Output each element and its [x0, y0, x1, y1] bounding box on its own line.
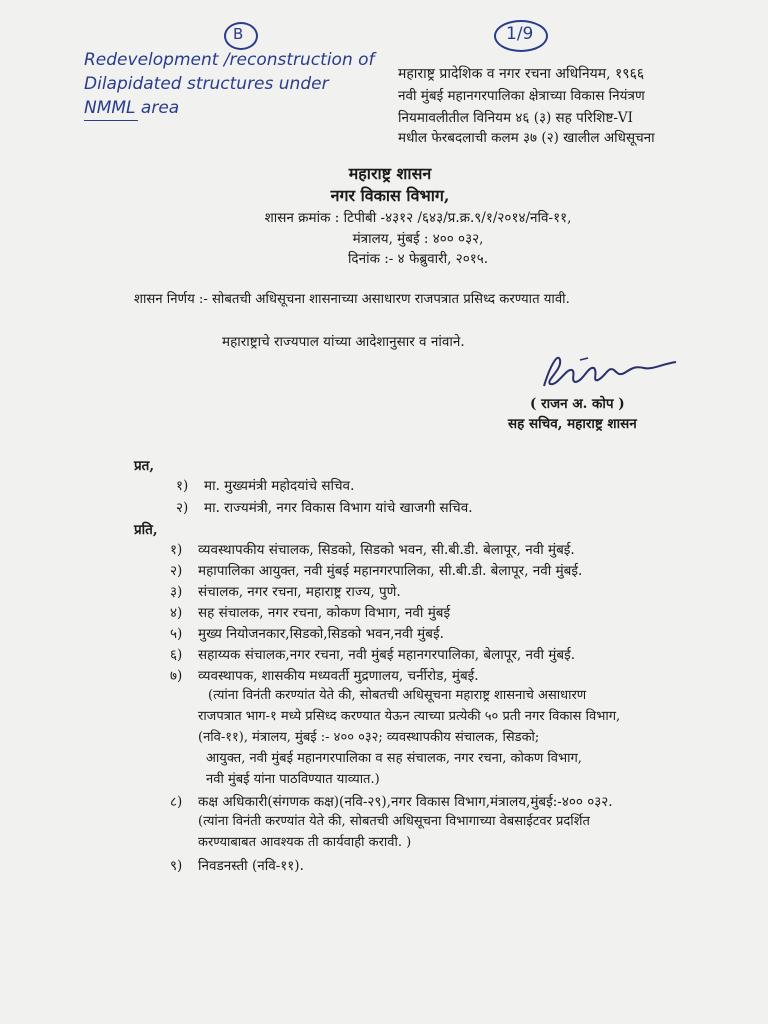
item7-note-line: (नवि-११), मंत्रालय, मुंबई :- ४०० ०३२; व्यवस्थापकीय संचालक, सिडको; [198, 730, 540, 745]
handwritten-b: B [233, 25, 244, 43]
department-title: नगर विकास विभाग, [330, 186, 450, 205]
item7-note-line: (त्यांना विनंती करण्यांत येते की, सोबतची अधिसूचना महाराष्ट्र शासनाचे असाधारण [208, 688, 587, 703]
date: दिनांक :- ४ फेब्रुवारी, २०१५. [347, 251, 489, 267]
header-ref-line-1: महाराष्ट्र प्रादेशिक व नगर रचना अधिनियम, १९६६ [398, 66, 645, 82]
recipient-item: २) महापालिका आयुक्त, नवी मुंबई महानगरपालिका, सी.बी.डी. बेलापूर, नवी मुंबई. [170, 563, 583, 579]
item8-note-line: करण्याबाबत आवश्यक ती कार्यवाही करावी. ) [198, 835, 412, 850]
item7-note-line: आयुक्त, नवी मुंबई महानगरपालिका व सह संचालक, नगर रचना, कोकण विभाग, [206, 751, 582, 766]
item8-note-line: (त्यांना विनंती करण्यांत येते की, सोबतची अधिसूचना विभागाच्या वेबसाईटवर प्रदर्शित [198, 814, 590, 829]
recipient-item: ८) कक्ष अधिकारी(संगणक कक्ष)(नवि-२९),नगर विकास विभाग,मंत्रालय,मुंबई:-४०० ०३२. [170, 794, 613, 810]
signatory-designation: सह सचिव, महाराष्ट्र शासन [508, 416, 637, 432]
recipient-item: ४) सह संचालक, नगर रचना, कोकण विभाग, नवी मुंबई [170, 605, 451, 621]
government-title: महाराष्ट्र शासन [348, 164, 432, 183]
handwritten-note-line-3: NMML area [84, 98, 180, 118]
header-ref-line-3: नियमावलीतील विनियम ४६ (३) सह परिशिष्ट-VI [398, 110, 634, 126]
recipient-item: ३) संचालक, नगर रचना, महाराष्ट्र राज्य, पुणे. [170, 584, 401, 600]
handwritten-note-line-1: Redevelopment /reconstruction of [84, 50, 375, 70]
recipient-item: ६) सहाय्यक संचालक,नगर रचना, नवी मुंबई महानगरपालिका, बेलापूर, नवी मुंबई. [170, 647, 576, 663]
copy-to-label: प्रत, [134, 458, 155, 474]
handwritten-underline [84, 120, 138, 121]
handwritten-note-line-2: Dilapidated structures under [84, 74, 329, 94]
header-ref-line-4: मधील फेरबदलाची कलम ३७ (२) खालील अधिसूचना [398, 130, 655, 146]
header-ref-line-2: नवी मुंबई महानगरपालिका क्षेत्राच्या विकास नियंत्रण [398, 88, 645, 104]
recipient-item: १) व्यवस्थापकीय संचालक, सिडको, सिडको भवन, सी.बी.डी. बेलापूर, नवी मुंबई. [170, 542, 575, 558]
copy-forwarded-label: प्रति, [134, 522, 158, 538]
recipient-item: ७) व्यवस्थापक, शासकीय मध्यवर्ती मुद्रणालय, चर्नीरोड, मुंबई. [170, 668, 479, 684]
place: मंत्रालय, मुंबई : ४०० ०३२, [352, 231, 484, 247]
reference-number: शासन क्रमांक : टिपीबी -४३१२ /६४३/प्र.क्र.९/१/२०१४/नवि-११, [264, 210, 572, 226]
signature-image [536, 346, 686, 396]
item7-note-line: राजपत्रात भाग-१ मध्ये प्रसिध्द करण्यात येऊन त्याच्या प्रत्येकी ५० प्रती नगर विकास विभाग, [198, 709, 621, 724]
recipient-item: ५) मुख्य नियोजनकार,सिडको,सिडको भवन,नवी मुंबई. [170, 626, 444, 642]
page-number: 1/9 [506, 24, 534, 44]
recipient-item: ९) निवडनस्ती (नवि-११). [170, 858, 304, 874]
copy-to-item: १) मा. मुख्यमंत्री महोदयांचे सचिव. [176, 478, 355, 494]
signatory-name: ( राजन अ. कोप ) [530, 396, 625, 412]
governor-order: महाराष्ट्राचे राज्यपाल यांच्या आदेशानुसार व नांवाने. [222, 334, 465, 350]
item7-note-line: नवी मुंबई यांना पाठविण्यात याव्यात.) [206, 772, 380, 787]
copy-to-item: २) मा. राज्यमंत्री, नगर विकास विभाग यांचे खाजगी सचिव. [176, 500, 473, 516]
government-decision: शासन निर्णय :- सोबतची अधिसूचना शासनाच्या असाधारण राजपत्रात प्रसिध्द करण्यात यावी. [134, 292, 570, 307]
